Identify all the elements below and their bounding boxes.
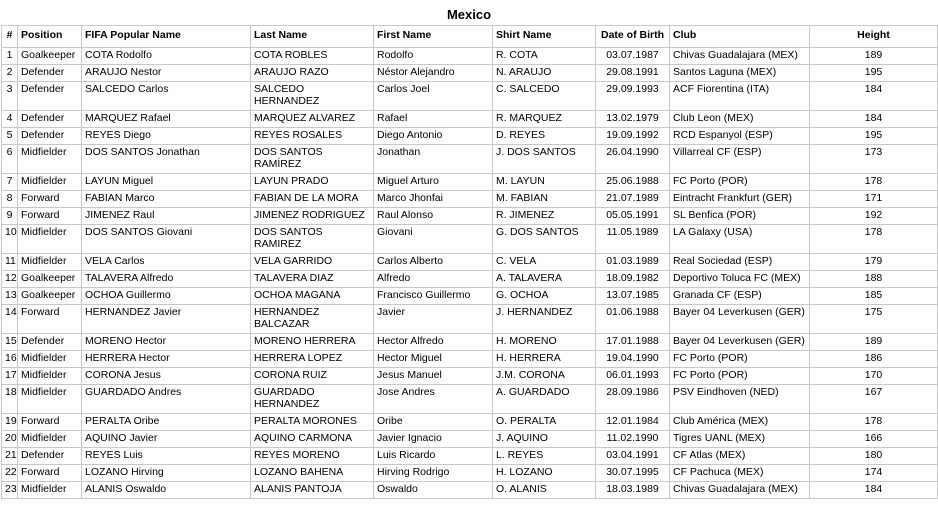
cell-position: Defender	[18, 128, 82, 145]
cell-date-of-birth: 26.04.1990	[596, 145, 670, 174]
cell-last-name: VELA GARRIDO	[251, 254, 374, 271]
cell-shirt-name: J. HERNANDEZ	[493, 305, 596, 334]
cell-club: Granada CF (ESP)	[670, 288, 810, 305]
table-row	[2, 482, 938, 499]
cell-shirt-name: H. MORENO	[493, 334, 596, 351]
cell-position: Midfielder	[18, 351, 82, 368]
cell-position: Midfielder	[18, 482, 82, 499]
cell-position: Defender	[18, 111, 82, 128]
header-shirt-name: Shirt Name	[493, 26, 596, 48]
cell-first-name: Oswaldo	[374, 482, 493, 499]
cell-number: 6	[2, 145, 18, 174]
cell-number: 15	[2, 334, 18, 351]
cell-height: 171	[810, 191, 938, 208]
cell-popular-name: DOS SANTOS Jonathan	[82, 145, 251, 174]
cell-last-name: FABIAN DE LA MORA	[251, 191, 374, 208]
cell-height: 184	[810, 111, 938, 128]
cell-shirt-name: M. LAYUN	[493, 174, 596, 191]
table-row	[2, 448, 938, 465]
cell-shirt-name: J. DOS SANTOS	[493, 145, 596, 174]
cell-popular-name: REYES Luis	[82, 448, 251, 465]
cell-date-of-birth: 03.07.1987	[596, 48, 670, 65]
cell-shirt-name: O. PERALTA	[493, 414, 596, 431]
cell-date-of-birth: 11.02.1990	[596, 431, 670, 448]
cell-last-name: COTA ROBLES	[251, 48, 374, 65]
header-height: Height	[810, 26, 938, 48]
cell-date-of-birth: 13.07.1985	[596, 288, 670, 305]
cell-first-name: Raul Alonso	[374, 208, 493, 225]
cell-number: 18	[2, 385, 18, 414]
cell-shirt-name: R. JIMENEZ	[493, 208, 596, 225]
cell-first-name: Jose Andres	[374, 385, 493, 414]
header-last-name: Last Name	[251, 26, 374, 48]
cell-popular-name: CORONA Jesus	[82, 368, 251, 385]
cell-club: Bayer 04 Leverkusen (GER)	[670, 305, 810, 334]
cell-number: 14	[2, 305, 18, 334]
cell-number: 12	[2, 271, 18, 288]
cell-height: 179	[810, 254, 938, 271]
cell-shirt-name: G. DOS SANTOS	[493, 225, 596, 254]
cell-height: 188	[810, 271, 938, 288]
cell-popular-name: TALAVERA Alfredo	[82, 271, 251, 288]
cell-first-name: Giovani	[374, 225, 493, 254]
cell-number: 21	[2, 448, 18, 465]
cell-height: 178	[810, 174, 938, 191]
cell-date-of-birth: 12.01.1984	[596, 414, 670, 431]
cell-position: Forward	[18, 465, 82, 482]
cell-club: CF Pachuca (MEX)	[670, 465, 810, 482]
cell-date-of-birth: 19.04.1990	[596, 351, 670, 368]
table-row	[2, 145, 938, 174]
cell-first-name: Carlos Joel	[374, 82, 493, 111]
cell-date-of-birth: 13.02.1979	[596, 111, 670, 128]
cell-club: Villarreal CF (ESP)	[670, 145, 810, 174]
cell-first-name: Javier	[374, 305, 493, 334]
cell-position: Defender	[18, 334, 82, 351]
cell-last-name: DOS SANTOS RAMIREZ	[251, 225, 374, 254]
squad-table	[1, 25, 938, 499]
header-row	[2, 26, 938, 48]
cell-first-name: Jonathan	[374, 145, 493, 174]
cell-club: Bayer 04 Leverkusen (GER)	[670, 334, 810, 351]
cell-last-name: MORENO HERRERA	[251, 334, 374, 351]
cell-club: LA Galaxy (USA)	[670, 225, 810, 254]
cell-date-of-birth: 06.01.1993	[596, 368, 670, 385]
table-row	[2, 65, 938, 82]
cell-position: Midfielder	[18, 174, 82, 191]
cell-number: 3	[2, 82, 18, 111]
cell-popular-name: GUARDADO Andres	[82, 385, 251, 414]
cell-popular-name: SALCEDO Carlos	[82, 82, 251, 111]
cell-shirt-name: C. VELA	[493, 254, 596, 271]
cell-number: 17	[2, 368, 18, 385]
table-row	[2, 334, 938, 351]
cell-date-of-birth: 19.09.1992	[596, 128, 670, 145]
cell-first-name: Hector Alfredo	[374, 334, 493, 351]
cell-popular-name: JIMENEZ Raul	[82, 208, 251, 225]
table-row	[2, 48, 938, 65]
table-row	[2, 174, 938, 191]
cell-date-of-birth: 25.06.1988	[596, 174, 670, 191]
cell-number: 1	[2, 48, 18, 65]
header-position: Position	[18, 26, 82, 48]
cell-position: Goalkeeper	[18, 48, 82, 65]
cell-height: 178	[810, 225, 938, 254]
cell-first-name: Rodolfo	[374, 48, 493, 65]
cell-first-name: Hirving Rodrigo	[374, 465, 493, 482]
cell-last-name: LAYUN PRADO	[251, 174, 374, 191]
cell-popular-name: LAYUN Miguel	[82, 174, 251, 191]
cell-shirt-name: R. COTA	[493, 48, 596, 65]
table-row	[2, 128, 938, 145]
cell-first-name: Alfredo	[374, 271, 493, 288]
cell-shirt-name: D. REYES	[493, 128, 596, 145]
cell-date-of-birth: 29.08.1991	[596, 65, 670, 82]
cell-club: ACF Fiorentina (ITA)	[670, 82, 810, 111]
cell-height: 173	[810, 145, 938, 174]
cell-position: Forward	[18, 208, 82, 225]
cell-height: 189	[810, 334, 938, 351]
table-row	[2, 82, 938, 111]
cell-shirt-name: R. MARQUEZ	[493, 111, 596, 128]
cell-shirt-name: J.M. CORONA	[493, 368, 596, 385]
cell-height: 195	[810, 128, 938, 145]
cell-date-of-birth: 18.09.1982	[596, 271, 670, 288]
cell-height: 184	[810, 482, 938, 499]
cell-shirt-name: A. TALAVERA	[493, 271, 596, 288]
cell-position: Midfielder	[18, 385, 82, 414]
cell-position: Midfielder	[18, 225, 82, 254]
cell-position: Midfielder	[18, 368, 82, 385]
cell-club: Tigres UANL (MEX)	[670, 431, 810, 448]
table-row	[2, 191, 938, 208]
cell-height: 175	[810, 305, 938, 334]
cell-number: 13	[2, 288, 18, 305]
cell-popular-name: ARAUJO Nestor	[82, 65, 251, 82]
cell-height: 192	[810, 208, 938, 225]
table-body	[2, 48, 938, 499]
cell-height: 189	[810, 48, 938, 65]
cell-height: 184	[810, 82, 938, 111]
cell-first-name: Javier Ignacio	[374, 431, 493, 448]
cell-date-of-birth: 01.03.1989	[596, 254, 670, 271]
cell-date-of-birth: 05.05.1991	[596, 208, 670, 225]
cell-shirt-name: A. GUARDADO	[493, 385, 596, 414]
table-row	[2, 271, 938, 288]
cell-height: 166	[810, 431, 938, 448]
cell-last-name: SALCEDO HERNANDEZ	[251, 82, 374, 111]
cell-date-of-birth: 30.07.1995	[596, 465, 670, 482]
cell-height: 186	[810, 351, 938, 368]
cell-height: 174	[810, 465, 938, 482]
cell-last-name: MARQUEZ ALVAREZ	[251, 111, 374, 128]
cell-position: Forward	[18, 305, 82, 334]
cell-last-name: PERALTA MORONES	[251, 414, 374, 431]
cell-date-of-birth: 03.04.1991	[596, 448, 670, 465]
cell-number: 9	[2, 208, 18, 225]
cell-club: SL Benfica (POR)	[670, 208, 810, 225]
cell-date-of-birth: 17.01.1988	[596, 334, 670, 351]
cell-date-of-birth: 28.09.1986	[596, 385, 670, 414]
cell-date-of-birth: 11.05.1989	[596, 225, 670, 254]
cell-first-name: Carlos Alberto	[374, 254, 493, 271]
cell-last-name: ARAUJO RAZO	[251, 65, 374, 82]
table-row	[2, 368, 938, 385]
cell-position: Midfielder	[18, 254, 82, 271]
table-row	[2, 385, 938, 414]
cell-date-of-birth: 29.09.1993	[596, 82, 670, 111]
cell-height: 180	[810, 448, 938, 465]
cell-shirt-name: G. OCHOA	[493, 288, 596, 305]
cell-club: Club América (MEX)	[670, 414, 810, 431]
cell-popular-name: REYES Diego	[82, 128, 251, 145]
cell-first-name: Jesus Manuel	[374, 368, 493, 385]
cell-first-name: Marco Jhonfai	[374, 191, 493, 208]
cell-last-name: HERRERA LOPEZ	[251, 351, 374, 368]
cell-number: 20	[2, 431, 18, 448]
cell-popular-name: HERNANDEZ Javier	[82, 305, 251, 334]
cell-shirt-name: H. LOZANO	[493, 465, 596, 482]
cell-popular-name: COTA Rodolfo	[82, 48, 251, 65]
cell-last-name: CORONA RUIZ	[251, 368, 374, 385]
cell-popular-name: OCHOA Guillermo	[82, 288, 251, 305]
cell-first-name: Diego Antonio	[374, 128, 493, 145]
cell-number: 22	[2, 465, 18, 482]
cell-position: Midfielder	[18, 431, 82, 448]
cell-popular-name: PERALTA Oribe	[82, 414, 251, 431]
cell-height: 178	[810, 414, 938, 431]
cell-club: Club Leon (MEX)	[670, 111, 810, 128]
cell-shirt-name: J. AQUINO	[493, 431, 596, 448]
cell-club: Santos Laguna (MEX)	[670, 65, 810, 82]
cell-height: 170	[810, 368, 938, 385]
cell-position: Forward	[18, 414, 82, 431]
header-popular-name: FIFA Popular Name	[82, 26, 251, 48]
cell-number: 7	[2, 174, 18, 191]
cell-first-name: Miguel Arturo	[374, 174, 493, 191]
header-number: #	[2, 26, 18, 48]
cell-popular-name: AQUINO Javier	[82, 431, 251, 448]
cell-club: Deportivo Toluca FC (MEX)	[670, 271, 810, 288]
cell-last-name: DOS SANTOS RAMÍREZ	[251, 145, 374, 174]
cell-position: Defender	[18, 65, 82, 82]
table-row	[2, 431, 938, 448]
table-row	[2, 288, 938, 305]
cell-number: 2	[2, 65, 18, 82]
cell-number: 5	[2, 128, 18, 145]
header-date-of-birth: Date of Birth	[596, 26, 670, 48]
cell-shirt-name: H. HERRERA	[493, 351, 596, 368]
cell-shirt-name: C. SALCEDO	[493, 82, 596, 111]
table-row	[2, 414, 938, 431]
table-row	[2, 111, 938, 128]
cell-position: Defender	[18, 82, 82, 111]
cell-popular-name: MARQUEZ Rafael	[82, 111, 251, 128]
cell-first-name: Luis Ricardo	[374, 448, 493, 465]
cell-popular-name: HERRERA Hector	[82, 351, 251, 368]
cell-shirt-name: N. ARAUJO	[493, 65, 596, 82]
table-row	[2, 465, 938, 482]
cell-club: Chivas Guadalajara (MEX)	[670, 482, 810, 499]
cell-club: FC Porto (POR)	[670, 368, 810, 385]
cell-last-name: ALANIS PANTOJA	[251, 482, 374, 499]
cell-club: Chivas Guadalajara (MEX)	[670, 48, 810, 65]
cell-popular-name: LOZANO Hirving	[82, 465, 251, 482]
cell-last-name: AQUINO CARMONA	[251, 431, 374, 448]
cell-height: 185	[810, 288, 938, 305]
cell-first-name: Rafael	[374, 111, 493, 128]
cell-last-name: TALAVERA DIAZ	[251, 271, 374, 288]
cell-club: FC Porto (POR)	[670, 351, 810, 368]
page-title: Mexico	[446, 7, 492, 22]
cell-last-name: LOZANO BAHENA	[251, 465, 374, 482]
cell-position: Forward	[18, 191, 82, 208]
cell-club: CF Atlas (MEX)	[670, 448, 810, 465]
cell-height: 167	[810, 385, 938, 414]
table-row	[2, 254, 938, 271]
cell-number: 23	[2, 482, 18, 499]
cell-last-name: REYES ROSALES	[251, 128, 374, 145]
cell-last-name: REYES MORENO	[251, 448, 374, 465]
cell-position: Midfielder	[18, 145, 82, 174]
cell-first-name: Francisco Guillermo	[374, 288, 493, 305]
cell-position: Goalkeeper	[18, 271, 82, 288]
cell-date-of-birth: 01.06.1988	[596, 305, 670, 334]
cell-height: 195	[810, 65, 938, 82]
cell-popular-name: VELA Carlos	[82, 254, 251, 271]
table-row	[2, 208, 938, 225]
cell-shirt-name: O. ALANIS	[493, 482, 596, 499]
cell-number: 8	[2, 191, 18, 208]
cell-club: PSV Eindhoven (NED)	[670, 385, 810, 414]
table-row	[2, 351, 938, 368]
cell-club: Eintracht Frankfurt (GER)	[670, 191, 810, 208]
cell-club: FC Porto (POR)	[670, 174, 810, 191]
table-row	[2, 225, 938, 254]
cell-last-name: OCHOA MAGANA	[251, 288, 374, 305]
cell-position: Defender	[18, 448, 82, 465]
header-club: Club	[670, 26, 810, 48]
cell-shirt-name: M. FABIAN	[493, 191, 596, 208]
cell-number: 11	[2, 254, 18, 271]
header-first-name: First Name	[374, 26, 493, 48]
cell-popular-name: FABIAN Marco	[82, 191, 251, 208]
cell-popular-name: MORENO Hector	[82, 334, 251, 351]
cell-first-name: Oribe	[374, 414, 493, 431]
cell-last-name: JIMENEZ RODRIGUEZ	[251, 208, 374, 225]
cell-first-name: Hector Miguel	[374, 351, 493, 368]
cell-last-name: HERNANDEZ BALCAZAR	[251, 305, 374, 334]
cell-number: 4	[2, 111, 18, 128]
cell-date-of-birth: 18.03.1989	[596, 482, 670, 499]
cell-first-name: Néstor Alejandro	[374, 65, 493, 82]
cell-club: Real Sociedad (ESP)	[670, 254, 810, 271]
cell-position: Goalkeeper	[18, 288, 82, 305]
cell-popular-name: DOS SANTOS Giovani	[82, 225, 251, 254]
cell-date-of-birth: 21.07.1989	[596, 191, 670, 208]
cell-last-name: GUARDADO HERNANDEZ	[251, 385, 374, 414]
cell-shirt-name: L. REYES	[493, 448, 596, 465]
table-row	[2, 305, 938, 334]
cell-number: 10	[2, 225, 18, 254]
cell-club: RCD Espanyol (ESP)	[670, 128, 810, 145]
cell-popular-name: ALANIS Oswaldo	[82, 482, 251, 499]
cell-number: 16	[2, 351, 18, 368]
cell-number: 19	[2, 414, 18, 431]
